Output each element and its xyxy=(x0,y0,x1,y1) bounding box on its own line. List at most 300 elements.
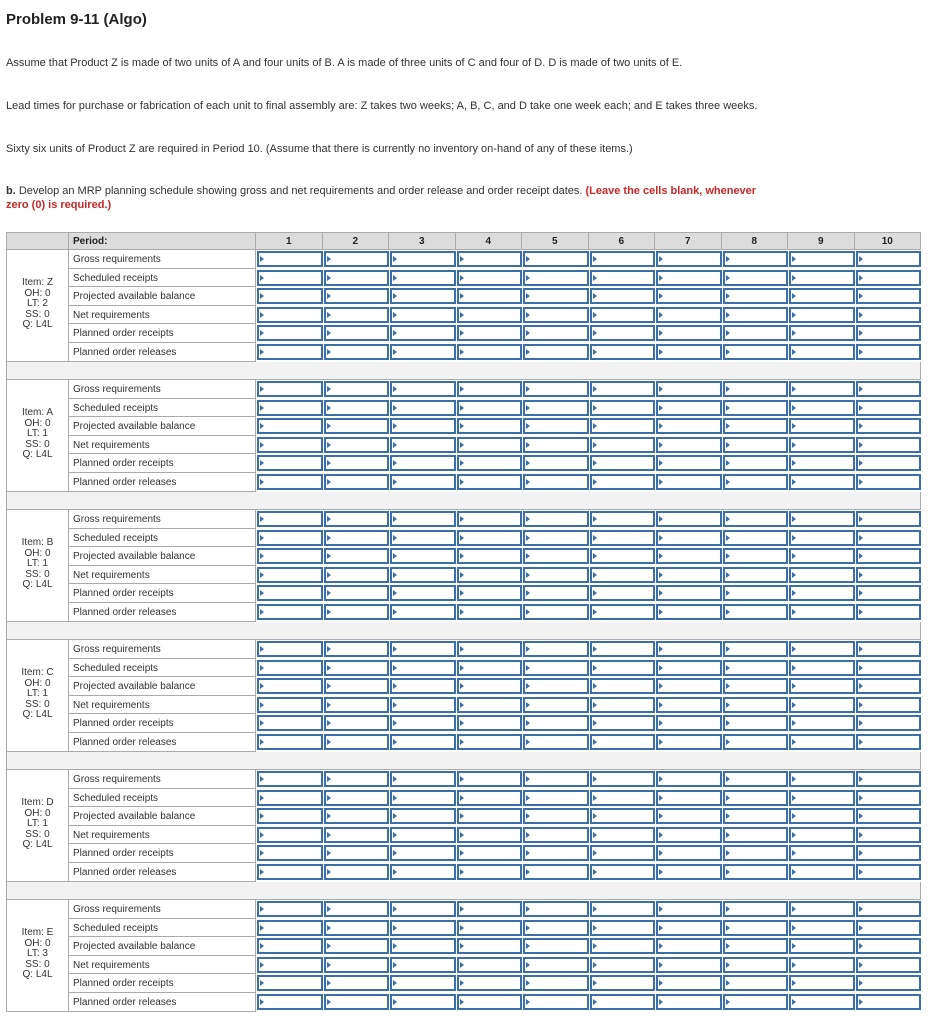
input-a-r6-p6[interactable] xyxy=(590,474,656,490)
input-a-r1-p7[interactable] xyxy=(656,381,722,397)
input-b-r5-p5[interactable] xyxy=(523,585,589,601)
input-b-r6-p8[interactable] xyxy=(723,604,789,620)
input-a-r4-p10[interactable] xyxy=(856,437,922,453)
input-b-r1-p6[interactable] xyxy=(590,511,656,527)
input-b-r4-p5[interactable] xyxy=(523,567,589,583)
input-e-r6-p6[interactable] xyxy=(590,994,656,1010)
input-d-r4-p5[interactable] xyxy=(523,827,589,843)
input-c-r1-p8[interactable] xyxy=(723,641,789,657)
input-d-r2-p7[interactable] xyxy=(656,790,722,806)
input-e-r3-p7[interactable] xyxy=(656,938,722,954)
input-c-r3-p7[interactable] xyxy=(656,678,722,694)
input-z-r6-p8[interactable] xyxy=(723,344,789,360)
input-a-r6-p9[interactable] xyxy=(789,474,855,490)
input-b-r3-p2[interactable] xyxy=(324,548,390,564)
input-e-r1-p8[interactable] xyxy=(723,901,789,917)
input-c-r3-p10[interactable] xyxy=(856,678,922,694)
input-c-r2-p6[interactable] xyxy=(590,660,656,676)
input-a-r2-p4[interactable] xyxy=(457,400,523,416)
input-c-r1-p2[interactable] xyxy=(324,641,390,657)
input-d-r3-p2[interactable] xyxy=(324,808,390,824)
input-d-r2-p5[interactable] xyxy=(523,790,589,806)
input-c-r5-p10[interactable] xyxy=(856,715,922,731)
input-z-r1-p8[interactable] xyxy=(723,251,789,267)
input-e-r6-p10[interactable] xyxy=(856,994,922,1010)
input-b-r4-p1[interactable] xyxy=(257,567,323,583)
input-z-r3-p4[interactable] xyxy=(457,288,523,304)
input-c-r5-p6[interactable] xyxy=(590,715,656,731)
input-e-r2-p7[interactable] xyxy=(656,920,722,936)
input-z-r5-p8[interactable] xyxy=(723,325,789,341)
input-z-r2-p10[interactable] xyxy=(856,270,922,286)
input-e-r5-p7[interactable] xyxy=(656,975,722,991)
input-d-r2-p8[interactable] xyxy=(723,790,789,806)
input-b-r1-p1[interactable] xyxy=(257,511,323,527)
input-e-r3-p6[interactable] xyxy=(590,938,656,954)
input-e-r6-p3[interactable] xyxy=(390,994,456,1010)
input-b-r5-p10[interactable] xyxy=(856,585,922,601)
input-a-r5-p3[interactable] xyxy=(390,455,456,471)
input-a-r5-p4[interactable] xyxy=(457,455,523,471)
input-c-r3-p3[interactable] xyxy=(390,678,456,694)
input-a-r1-p9[interactable] xyxy=(789,381,855,397)
input-z-r6-p5[interactable] xyxy=(523,344,589,360)
input-e-r2-p9[interactable] xyxy=(789,920,855,936)
input-z-r2-p4[interactable] xyxy=(457,270,523,286)
input-a-r1-p5[interactable] xyxy=(523,381,589,397)
input-e-r4-p5[interactable] xyxy=(523,957,589,973)
input-e-r2-p5[interactable] xyxy=(523,920,589,936)
input-e-r4-p3[interactable] xyxy=(390,957,456,973)
input-a-r4-p6[interactable] xyxy=(590,437,656,453)
input-c-r5-p2[interactable] xyxy=(324,715,390,731)
input-a-r5-p6[interactable] xyxy=(590,455,656,471)
input-z-r1-p3[interactable] xyxy=(390,251,456,267)
input-a-r3-p6[interactable] xyxy=(590,418,656,434)
input-z-r5-p4[interactable] xyxy=(457,325,523,341)
input-a-r2-p7[interactable] xyxy=(656,400,722,416)
input-e-r3-p4[interactable] xyxy=(457,938,523,954)
input-c-r4-p7[interactable] xyxy=(656,697,722,713)
input-b-r3-p6[interactable] xyxy=(590,548,656,564)
input-c-r5-p5[interactable] xyxy=(523,715,589,731)
input-a-r4-p7[interactable] xyxy=(656,437,722,453)
input-e-r4-p9[interactable] xyxy=(789,957,855,973)
input-c-r2-p1[interactable] xyxy=(257,660,323,676)
input-d-r6-p10[interactable] xyxy=(856,864,922,880)
input-c-r2-p2[interactable] xyxy=(324,660,390,676)
input-e-r5-p4[interactable] xyxy=(457,975,523,991)
input-c-r1-p1[interactable] xyxy=(257,641,323,657)
input-d-r1-p10[interactable] xyxy=(856,771,922,787)
input-a-r2-p1[interactable] xyxy=(257,400,323,416)
input-z-r4-p8[interactable] xyxy=(723,307,789,323)
input-b-r2-p7[interactable] xyxy=(656,530,722,546)
input-a-r6-p10[interactable] xyxy=(856,474,922,490)
input-b-r1-p8[interactable] xyxy=(723,511,789,527)
input-a-r5-p8[interactable] xyxy=(723,455,789,471)
input-a-r6-p4[interactable] xyxy=(457,474,523,490)
input-e-r6-p5[interactable] xyxy=(523,994,589,1010)
input-b-r5-p1[interactable] xyxy=(257,585,323,601)
input-e-r3-p5[interactable] xyxy=(523,938,589,954)
input-d-r4-p6[interactable] xyxy=(590,827,656,843)
input-b-r6-p10[interactable] xyxy=(856,604,922,620)
input-c-r4-p8[interactable] xyxy=(723,697,789,713)
input-e-r1-p3[interactable] xyxy=(390,901,456,917)
input-e-r2-p6[interactable] xyxy=(590,920,656,936)
input-b-r4-p7[interactable] xyxy=(656,567,722,583)
input-c-r6-p9[interactable] xyxy=(789,734,855,750)
input-z-r6-p7[interactable] xyxy=(656,344,722,360)
input-d-r5-p10[interactable] xyxy=(856,845,922,861)
input-d-r6-p6[interactable] xyxy=(590,864,656,880)
input-d-r1-p8[interactable] xyxy=(723,771,789,787)
input-d-r6-p1[interactable] xyxy=(257,864,323,880)
input-a-r2-p3[interactable] xyxy=(390,400,456,416)
input-a-r3-p1[interactable] xyxy=(257,418,323,434)
input-a-r4-p8[interactable] xyxy=(723,437,789,453)
input-e-r2-p2[interactable] xyxy=(324,920,390,936)
input-b-r3-p4[interactable] xyxy=(457,548,523,564)
input-z-r1-p10[interactable] xyxy=(856,251,922,267)
input-z-r4-p4[interactable] xyxy=(457,307,523,323)
input-e-r1-p10[interactable] xyxy=(856,901,922,917)
input-d-r3-p6[interactable] xyxy=(590,808,656,824)
input-e-r2-p4[interactable] xyxy=(457,920,523,936)
input-b-r6-p2[interactable] xyxy=(324,604,390,620)
input-e-r5-p3[interactable] xyxy=(390,975,456,991)
input-e-r5-p8[interactable] xyxy=(723,975,789,991)
input-e-r4-p1[interactable] xyxy=(257,957,323,973)
input-d-r5-p1[interactable] xyxy=(257,845,323,861)
input-c-r2-p3[interactable] xyxy=(390,660,456,676)
input-a-r4-p2[interactable] xyxy=(324,437,390,453)
input-b-r2-p10[interactable] xyxy=(856,530,922,546)
input-a-r1-p8[interactable] xyxy=(723,381,789,397)
input-e-r6-p1[interactable] xyxy=(257,994,323,1010)
input-z-r2-p8[interactable] xyxy=(723,270,789,286)
input-z-r1-p4[interactable] xyxy=(457,251,523,267)
input-c-r3-p1[interactable] xyxy=(257,678,323,694)
input-d-r1-p5[interactable] xyxy=(523,771,589,787)
input-c-r2-p4[interactable] xyxy=(457,660,523,676)
input-e-r5-p5[interactable] xyxy=(523,975,589,991)
input-c-r1-p9[interactable] xyxy=(789,641,855,657)
input-d-r6-p9[interactable] xyxy=(789,864,855,880)
input-d-r1-p7[interactable] xyxy=(656,771,722,787)
input-b-r3-p1[interactable] xyxy=(257,548,323,564)
input-e-r4-p6[interactable] xyxy=(590,957,656,973)
input-b-r5-p6[interactable] xyxy=(590,585,656,601)
input-c-r3-p5[interactable] xyxy=(523,678,589,694)
input-b-r4-p8[interactable] xyxy=(723,567,789,583)
input-b-r5-p9[interactable] xyxy=(789,585,855,601)
input-d-r6-p7[interactable] xyxy=(656,864,722,880)
input-z-r4-p1[interactable] xyxy=(257,307,323,323)
input-b-r1-p3[interactable] xyxy=(390,511,456,527)
input-a-r3-p7[interactable] xyxy=(656,418,722,434)
input-b-r3-p10[interactable] xyxy=(856,548,922,564)
input-e-r5-p1[interactable] xyxy=(257,975,323,991)
input-z-r3-p3[interactable] xyxy=(390,288,456,304)
input-b-r6-p4[interactable] xyxy=(457,604,523,620)
input-e-r3-p10[interactable] xyxy=(856,938,922,954)
input-e-r6-p4[interactable] xyxy=(457,994,523,1010)
input-c-r1-p4[interactable] xyxy=(457,641,523,657)
input-a-r5-p1[interactable] xyxy=(257,455,323,471)
input-e-r3-p8[interactable] xyxy=(723,938,789,954)
input-e-r2-p1[interactable] xyxy=(257,920,323,936)
input-b-r4-p2[interactable] xyxy=(324,567,390,583)
input-z-r5-p1[interactable] xyxy=(257,325,323,341)
input-z-r3-p5[interactable] xyxy=(523,288,589,304)
input-c-r6-p7[interactable] xyxy=(656,734,722,750)
input-z-r5-p6[interactable] xyxy=(590,325,656,341)
input-z-r3-p2[interactable] xyxy=(324,288,390,304)
input-e-r6-p2[interactable] xyxy=(324,994,390,1010)
input-d-r5-p5[interactable] xyxy=(523,845,589,861)
input-e-r6-p9[interactable] xyxy=(789,994,855,1010)
input-d-r3-p3[interactable] xyxy=(390,808,456,824)
input-d-r1-p1[interactable] xyxy=(257,771,323,787)
input-c-r1-p6[interactable] xyxy=(590,641,656,657)
input-b-r6-p1[interactable] xyxy=(257,604,323,620)
input-d-r2-p4[interactable] xyxy=(457,790,523,806)
input-b-r3-p5[interactable] xyxy=(523,548,589,564)
input-c-r4-p1[interactable] xyxy=(257,697,323,713)
input-d-r4-p2[interactable] xyxy=(324,827,390,843)
input-d-r5-p2[interactable] xyxy=(324,845,390,861)
input-a-r1-p6[interactable] xyxy=(590,381,656,397)
input-a-r3-p3[interactable] xyxy=(390,418,456,434)
input-a-r6-p7[interactable] xyxy=(656,474,722,490)
input-e-r1-p2[interactable] xyxy=(324,901,390,917)
input-b-r4-p3[interactable] xyxy=(390,567,456,583)
input-c-r6-p1[interactable] xyxy=(257,734,323,750)
input-a-r5-p9[interactable] xyxy=(789,455,855,471)
input-z-r6-p1[interactable] xyxy=(257,344,323,360)
input-d-r2-p10[interactable] xyxy=(856,790,922,806)
input-d-r2-p1[interactable] xyxy=(257,790,323,806)
input-d-r5-p4[interactable] xyxy=(457,845,523,861)
input-c-r5-p9[interactable] xyxy=(789,715,855,731)
input-c-r2-p5[interactable] xyxy=(523,660,589,676)
input-a-r4-p5[interactable] xyxy=(523,437,589,453)
input-e-r4-p8[interactable] xyxy=(723,957,789,973)
input-a-r5-p10[interactable] xyxy=(856,455,922,471)
input-z-r1-p1[interactable] xyxy=(257,251,323,267)
input-a-r1-p10[interactable] xyxy=(856,381,922,397)
input-z-r5-p10[interactable] xyxy=(856,325,922,341)
input-z-r2-p2[interactable] xyxy=(324,270,390,286)
input-c-r6-p5[interactable] xyxy=(523,734,589,750)
input-d-r6-p4[interactable] xyxy=(457,864,523,880)
input-e-r4-p7[interactable] xyxy=(656,957,722,973)
input-c-r3-p9[interactable] xyxy=(789,678,855,694)
input-d-r3-p4[interactable] xyxy=(457,808,523,824)
input-c-r3-p8[interactable] xyxy=(723,678,789,694)
input-c-r4-p10[interactable] xyxy=(856,697,922,713)
input-z-r2-p3[interactable] xyxy=(390,270,456,286)
input-c-r4-p9[interactable] xyxy=(789,697,855,713)
input-e-r1-p7[interactable] xyxy=(656,901,722,917)
input-b-r5-p3[interactable] xyxy=(390,585,456,601)
input-c-r3-p2[interactable] xyxy=(324,678,390,694)
input-e-r2-p3[interactable] xyxy=(390,920,456,936)
input-z-r3-p6[interactable] xyxy=(590,288,656,304)
input-c-r6-p6[interactable] xyxy=(590,734,656,750)
input-z-r5-p5[interactable] xyxy=(523,325,589,341)
input-z-r6-p4[interactable] xyxy=(457,344,523,360)
input-c-r4-p3[interactable] xyxy=(390,697,456,713)
input-b-r4-p4[interactable] xyxy=(457,567,523,583)
input-e-r4-p10[interactable] xyxy=(856,957,922,973)
input-c-r6-p8[interactable] xyxy=(723,734,789,750)
input-a-r1-p3[interactable] xyxy=(390,381,456,397)
input-b-r3-p3[interactable] xyxy=(390,548,456,564)
input-d-r4-p8[interactable] xyxy=(723,827,789,843)
input-d-r4-p1[interactable] xyxy=(257,827,323,843)
input-c-r1-p3[interactable] xyxy=(390,641,456,657)
input-d-r4-p4[interactable] xyxy=(457,827,523,843)
input-z-r3-p1[interactable] xyxy=(257,288,323,304)
input-z-r6-p6[interactable] xyxy=(590,344,656,360)
input-c-r2-p8[interactable] xyxy=(723,660,789,676)
input-d-r5-p8[interactable] xyxy=(723,845,789,861)
input-e-r3-p9[interactable] xyxy=(789,938,855,954)
input-d-r3-p10[interactable] xyxy=(856,808,922,824)
input-e-r3-p2[interactable] xyxy=(324,938,390,954)
input-a-r3-p8[interactable] xyxy=(723,418,789,434)
input-z-r1-p7[interactable] xyxy=(656,251,722,267)
input-d-r2-p3[interactable] xyxy=(390,790,456,806)
input-a-r6-p5[interactable] xyxy=(523,474,589,490)
input-a-r3-p5[interactable] xyxy=(523,418,589,434)
input-b-r6-p3[interactable] xyxy=(390,604,456,620)
input-e-r1-p9[interactable] xyxy=(789,901,855,917)
input-z-r1-p6[interactable] xyxy=(590,251,656,267)
input-z-r1-p2[interactable] xyxy=(324,251,390,267)
input-a-r6-p2[interactable] xyxy=(324,474,390,490)
input-c-r5-p1[interactable] xyxy=(257,715,323,731)
input-d-r5-p3[interactable] xyxy=(390,845,456,861)
input-z-r4-p10[interactable] xyxy=(856,307,922,323)
input-d-r1-p3[interactable] xyxy=(390,771,456,787)
input-a-r5-p7[interactable] xyxy=(656,455,722,471)
input-b-r3-p8[interactable] xyxy=(723,548,789,564)
input-b-r5-p2[interactable] xyxy=(324,585,390,601)
input-c-r6-p2[interactable] xyxy=(324,734,390,750)
input-a-r2-p10[interactable] xyxy=(856,400,922,416)
input-b-r4-p10[interactable] xyxy=(856,567,922,583)
input-b-r6-p9[interactable] xyxy=(789,604,855,620)
input-a-r1-p4[interactable] xyxy=(457,381,523,397)
input-d-r4-p3[interactable] xyxy=(390,827,456,843)
input-b-r4-p6[interactable] xyxy=(590,567,656,583)
input-a-r4-p9[interactable] xyxy=(789,437,855,453)
input-z-r5-p2[interactable] xyxy=(324,325,390,341)
input-c-r6-p3[interactable] xyxy=(390,734,456,750)
input-c-r5-p4[interactable] xyxy=(457,715,523,731)
input-e-r5-p9[interactable] xyxy=(789,975,855,991)
input-c-r2-p7[interactable] xyxy=(656,660,722,676)
input-e-r1-p5[interactable] xyxy=(523,901,589,917)
input-d-r3-p8[interactable] xyxy=(723,808,789,824)
input-z-r2-p5[interactable] xyxy=(523,270,589,286)
input-e-r2-p8[interactable] xyxy=(723,920,789,936)
input-z-r5-p9[interactable] xyxy=(789,325,855,341)
input-e-r4-p2[interactable] xyxy=(324,957,390,973)
input-z-r4-p2[interactable] xyxy=(324,307,390,323)
input-b-r2-p4[interactable] xyxy=(457,530,523,546)
input-b-r1-p10[interactable] xyxy=(856,511,922,527)
input-c-r6-p10[interactable] xyxy=(856,734,922,750)
input-z-r3-p9[interactable] xyxy=(789,288,855,304)
input-z-r2-p1[interactable] xyxy=(257,270,323,286)
input-b-r2-p6[interactable] xyxy=(590,530,656,546)
input-c-r1-p7[interactable] xyxy=(656,641,722,657)
input-d-r3-p5[interactable] xyxy=(523,808,589,824)
input-c-r4-p5[interactable] xyxy=(523,697,589,713)
input-b-r2-p9[interactable] xyxy=(789,530,855,546)
input-b-r2-p8[interactable] xyxy=(723,530,789,546)
input-z-r3-p8[interactable] xyxy=(723,288,789,304)
input-z-r2-p7[interactable] xyxy=(656,270,722,286)
input-e-r4-p4[interactable] xyxy=(457,957,523,973)
input-d-r6-p8[interactable] xyxy=(723,864,789,880)
input-z-r4-p3[interactable] xyxy=(390,307,456,323)
input-a-r2-p6[interactable] xyxy=(590,400,656,416)
input-a-r2-p9[interactable] xyxy=(789,400,855,416)
input-a-r3-p2[interactable] xyxy=(324,418,390,434)
input-a-r4-p1[interactable] xyxy=(257,437,323,453)
input-b-r3-p7[interactable] xyxy=(656,548,722,564)
input-a-r6-p3[interactable] xyxy=(390,474,456,490)
input-b-r3-p9[interactable] xyxy=(789,548,855,564)
input-c-r6-p4[interactable] xyxy=(457,734,523,750)
input-z-r6-p3[interactable] xyxy=(390,344,456,360)
input-e-r5-p6[interactable] xyxy=(590,975,656,991)
input-a-r4-p4[interactable] xyxy=(457,437,523,453)
input-b-r6-p6[interactable] xyxy=(590,604,656,620)
input-e-r1-p6[interactable] xyxy=(590,901,656,917)
input-b-r4-p9[interactable] xyxy=(789,567,855,583)
input-d-r1-p4[interactable] xyxy=(457,771,523,787)
input-z-r6-p10[interactable] xyxy=(856,344,922,360)
input-a-r4-p3[interactable] xyxy=(390,437,456,453)
input-b-r2-p5[interactable] xyxy=(523,530,589,546)
input-c-r2-p10[interactable] xyxy=(856,660,922,676)
input-d-r4-p9[interactable] xyxy=(789,827,855,843)
input-d-r6-p3[interactable] xyxy=(390,864,456,880)
input-e-r1-p1[interactable] xyxy=(257,901,323,917)
input-z-r4-p6[interactable] xyxy=(590,307,656,323)
input-b-r6-p7[interactable] xyxy=(656,604,722,620)
input-c-r4-p2[interactable] xyxy=(324,697,390,713)
input-b-r2-p1[interactable] xyxy=(257,530,323,546)
input-b-r6-p5[interactable] xyxy=(523,604,589,620)
input-z-r1-p5[interactable] xyxy=(523,251,589,267)
input-c-r3-p4[interactable] xyxy=(457,678,523,694)
input-b-r1-p2[interactable] xyxy=(324,511,390,527)
input-d-r1-p9[interactable] xyxy=(789,771,855,787)
input-d-r1-p6[interactable] xyxy=(590,771,656,787)
input-z-r5-p7[interactable] xyxy=(656,325,722,341)
input-c-r2-p9[interactable] xyxy=(789,660,855,676)
input-c-r5-p3[interactable] xyxy=(390,715,456,731)
input-a-r1-p1[interactable] xyxy=(257,381,323,397)
